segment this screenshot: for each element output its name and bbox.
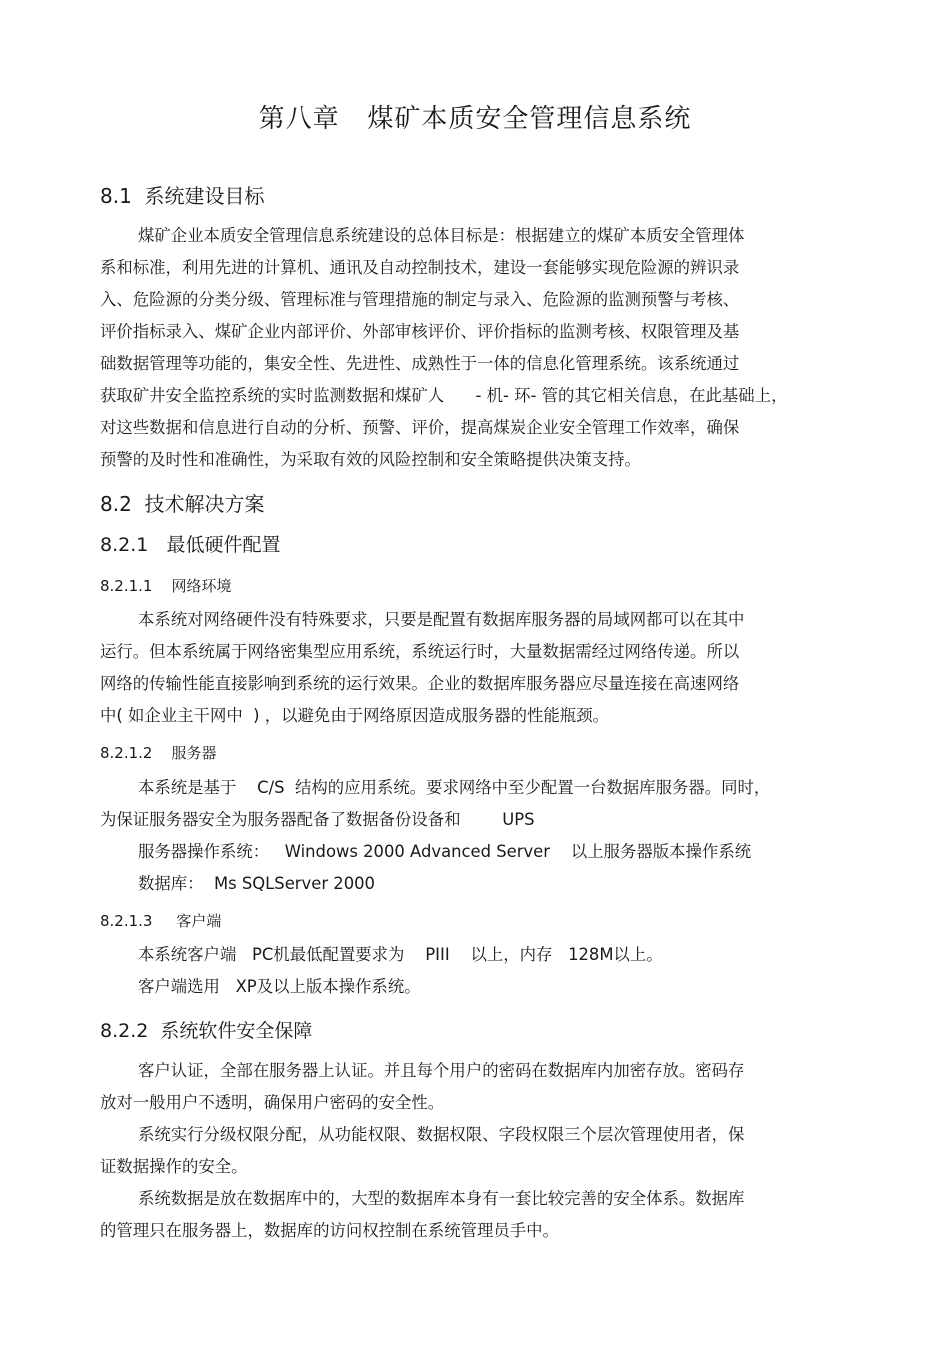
paragraph-line: 本系统对网络硬件没有特殊要求，只要是配置有数据库服务器的局域网都可以在其中 [138, 610, 745, 629]
paragraph-line: 服务器操作系统： Windows 2000 Advanced Server 以上服务器版本操作系统 [138, 842, 752, 861]
paragraph-line: 本系统是基于 C/S 结构的应用系统。要求网络中至少配置一台数据库服务器。同时， [138, 778, 771, 797]
paragraph-line: 煤矿企业本质安全管理信息系统建设的总体目标是：根据建立的煤矿本质安全管理体 [138, 226, 745, 245]
paragraph-line: 入、危险源的分类分级、管理标准与管理措施的制定与录入、危险源的监测预警与考核、 [100, 290, 740, 309]
section-heading-8-2-2: 8.2.2 系统软件安全保障 [100, 1020, 313, 1042]
paragraph-line: 系统实行分级权限分配，从功能权限、数据权限、字段权限三个层次管理使用者，保 [138, 1125, 745, 1144]
paragraph-line: 证数据操作的安全。 [100, 1157, 248, 1176]
chapter-title: 第八章 煤矿本质安全管理信息系统 [258, 104, 692, 134]
paragraph-line: 运行。但本系统属于网络密集型应用系统，系统运行时，大量数据需经过网络传递。所以 [100, 642, 740, 661]
paragraph-line: 客户端选用 XP及以上版本操作系统。 [138, 977, 421, 996]
section-heading-8-2-1: 8.2.1 最低硬件配置 [100, 534, 281, 556]
paragraph-line: 获取矿井安全监控系统的实时监测数据和煤矿人 - 机- 环- 管的其它相关信息，在此基础上， [100, 386, 788, 405]
paragraph-line: 中( 如企业主干网中 ) ，以避免由于网络原因造成服务器的性能瓶颈。 [100, 706, 609, 725]
paragraph-line: 评价指标录入、煤矿企业内部评价、外部审核评价、评价指标的监测考核、权限管理及基 [100, 322, 740, 341]
paragraph-line: 系统数据是放在数据库中的，大型的数据库本身有一套比较完善的安全体系。数据库 [138, 1189, 745, 1208]
section-heading-8-2-1-1: 8.2.1.1 网络环境 [100, 577, 232, 595]
section-heading-8-2: 8.2 技术解决方案 [100, 492, 265, 516]
paragraph-line: 对这些数据和信息进行自动的分析、预警、评价，提高煤炭企业安全管理工作效率，确保 [100, 418, 740, 437]
paragraph-line: 础数据管理等功能的，集安全性、先进性、成熟性于一体的信息化管理系统。该系统通过 [100, 354, 740, 373]
paragraph-line: 数据库： Ms SQLServer 2000 [138, 874, 375, 893]
section-heading-8-1: 8.1 系统建设目标 [100, 184, 265, 208]
paragraph-line: 为保证服务器安全为服务器配备了数据备份设备和 UPS [100, 810, 535, 829]
section-heading-8-2-1-2: 8.2.1.2 服务器 [100, 744, 217, 762]
paragraph-line: 预警的及时性和准确性，为采取有效的风险控制和安全策略提供决策支持。 [100, 450, 641, 469]
paragraph-line: 系和标准，利用先进的计算机、通讯及自动控制技术，建设一套能够实现危险源的辨识录 [100, 258, 740, 277]
paragraph-line: 本系统客户端 PC机最低配置要求为 PIII 以上，内存 128M以上。 [138, 945, 663, 964]
section-heading-8-2-1-3: 8.2.1.3 客户端 [100, 912, 222, 930]
paragraph-line: 网络的传输性能直接影响到系统的运行效果。企业的数据库服务器应尽量连接在高速网络 [100, 674, 740, 693]
paragraph-line: 的管理只在服务器上，数据库的访问权控制在系统管理员手中。 [100, 1221, 559, 1240]
paragraph-line: 客户认证，全部在服务器上认证。并且每个用户的密码在数据库内加密存放。密码存 [138, 1061, 745, 1080]
paragraph-line: 放对一般用户不透明，确保用户密码的安全性。 [100, 1093, 445, 1112]
